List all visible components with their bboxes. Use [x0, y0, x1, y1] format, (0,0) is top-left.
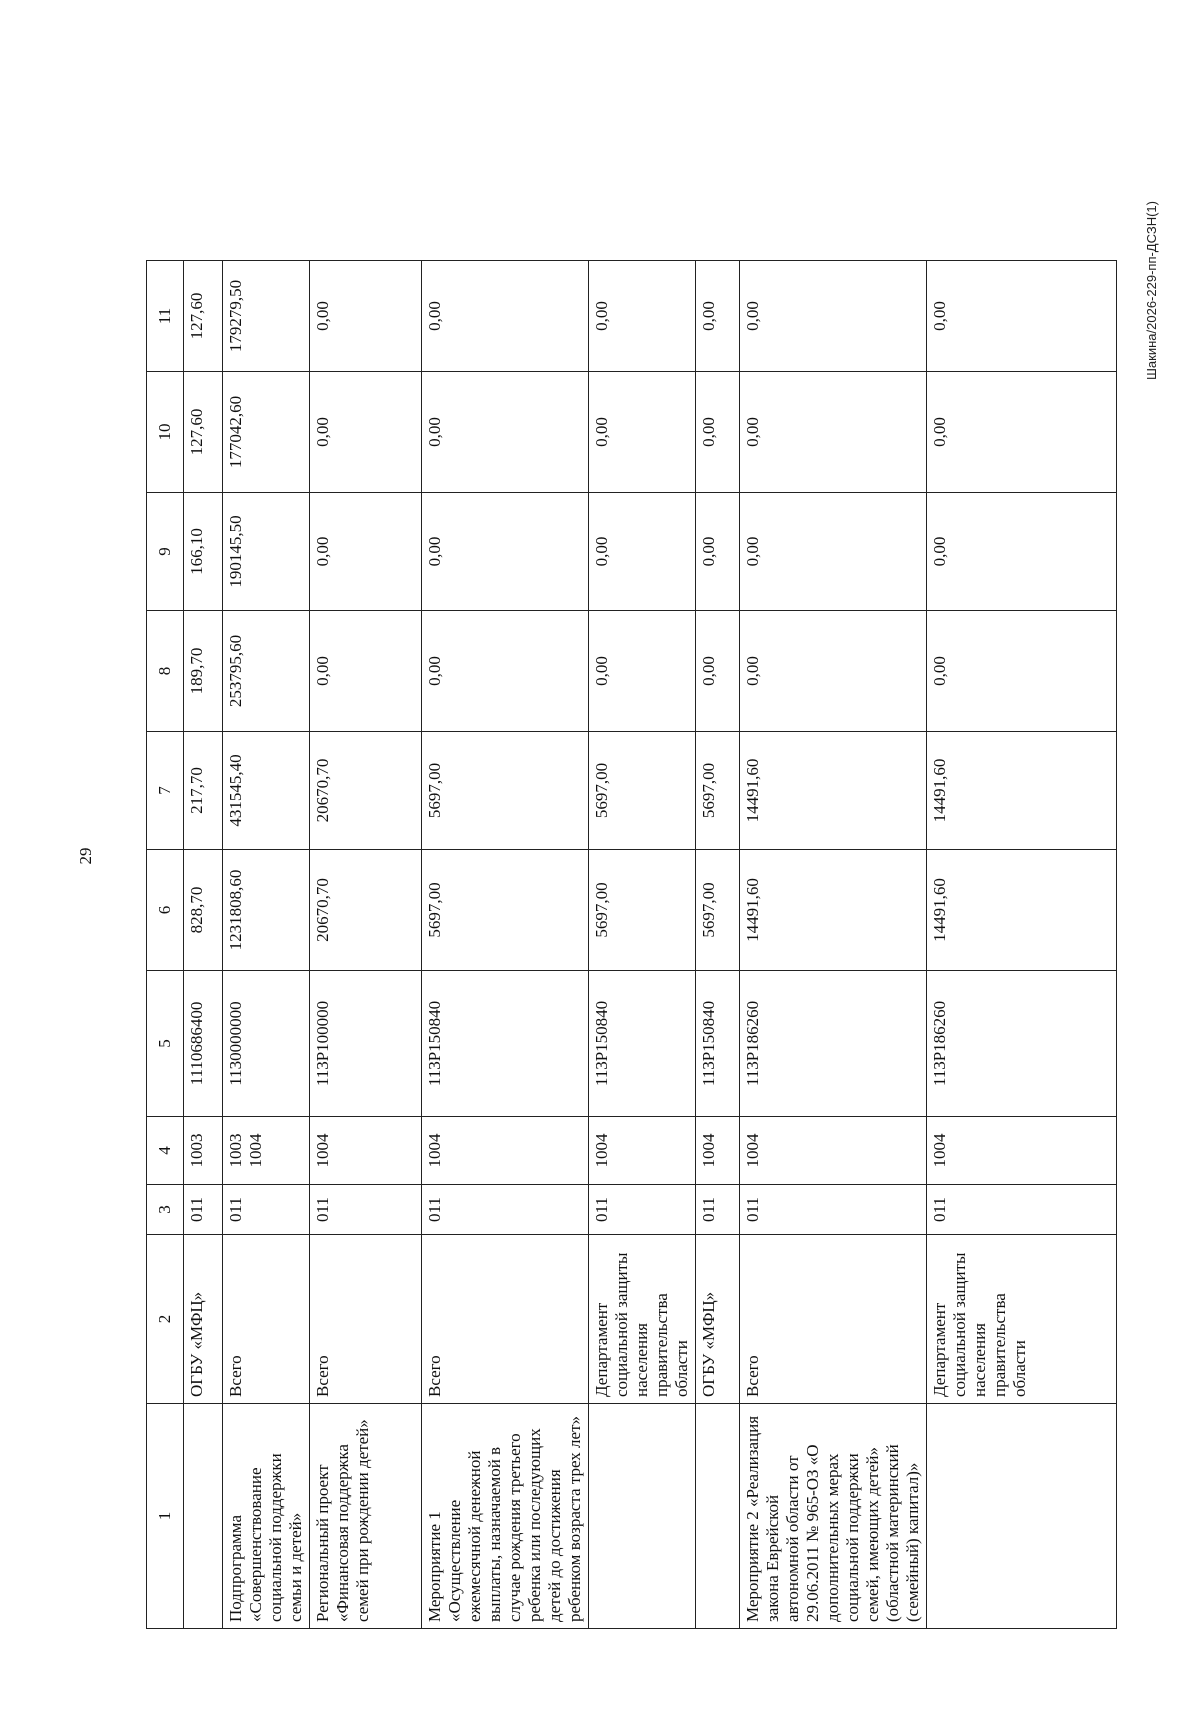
table-row [696, 261, 740, 1629]
table-cell-col-5: 113P150840 [589, 971, 696, 1117]
table-cell-col-3: 011 [310, 1185, 422, 1235]
table-cell-col-10: 0,00 [927, 372, 1117, 493]
table-cell-col-7: 14491,60 [927, 732, 1117, 850]
table-cell-col-6: 5697,00 [422, 850, 589, 971]
table-cell-col-8: 0,00 [740, 611, 927, 732]
table-cell-col-1 [927, 1404, 1117, 1629]
col-header: 11 [147, 261, 184, 372]
table-row [589, 261, 696, 1629]
page-number: 29 [76, 847, 95, 865]
table-cell-col-8: 0,00 [422, 611, 589, 732]
table-cell-col-2: ОГБУ «МФЦ» [696, 1235, 740, 1404]
table-cell-col-3: 011 [589, 1185, 696, 1235]
table-cell-col-10: 177042,60 [223, 372, 310, 493]
table-cell-col-8: 189,70 [184, 611, 223, 732]
table-cell-col-1: Мероприятие 1 «Осуществление ежемесячной денежной выплаты, назначаемой в случае рождения третьего ребенка или последующих детей до достижения ребенком возраста трех лет» [422, 1404, 589, 1629]
table-cell-col-6: 20670,70 [310, 850, 422, 971]
table-cell-col-2: Всего [310, 1235, 422, 1404]
table-cell-col-8: 0,00 [310, 611, 422, 732]
table-cell-col-5: 1110686400 [184, 971, 223, 1117]
table-cell-col-7: 431545,40 [223, 732, 310, 850]
table-cell-col-1 [184, 1404, 223, 1629]
table-cell-col-4: 1003 [184, 1117, 223, 1185]
table-cell-col-7: 14491,60 [740, 732, 927, 850]
table-cell-col-9: 0,00 [422, 493, 589, 611]
col-header: 8 [147, 611, 184, 732]
table-cell-col-9: 0,00 [740, 493, 927, 611]
table-cell-col-9: 0,00 [310, 493, 422, 611]
table-cell-col-1: Мероприятие 2 «Реализация закона Еврейской автономной области от 29.06.2011 № 965-ОЗ «О дополнительных мерах социальной поддержки семей, имеющих детей» (областной материнский (семейный) капитал)» [740, 1404, 927, 1629]
table-cell-col-2: Всего [223, 1235, 310, 1404]
table-cell-col-6: 14491,60 [740, 850, 927, 971]
table-cell-col-8: 0,00 [696, 611, 740, 732]
table-cell-col-10: 0,00 [310, 372, 422, 493]
table-cell-col-4: 1003 1004 [223, 1117, 310, 1185]
table-cell-col-8: 0,00 [589, 611, 696, 732]
table-cell-col-4: 1004 [927, 1117, 1117, 1185]
table-cell-col-11: 179279,50 [223, 261, 310, 372]
table-cell-col-11: 0,00 [927, 261, 1117, 372]
table-row [422, 261, 589, 1629]
table-cell-col-6: 5697,00 [696, 850, 740, 971]
table-cell-col-7: 20670,70 [310, 732, 422, 850]
table-cell-col-3: 011 [740, 1185, 927, 1235]
table-cell-col-8: 0,00 [927, 611, 1117, 732]
table-cell-col-9: 0,00 [696, 493, 740, 611]
table-cell-col-6: 828,70 [184, 850, 223, 971]
table-cell-col-7: 5697,00 [422, 732, 589, 850]
table-cell-col-4: 1004 [310, 1117, 422, 1185]
table-cell-col-7: 5697,00 [696, 732, 740, 850]
table-cell-col-5: 1130000000 [223, 971, 310, 1117]
col-header: 6 [147, 850, 184, 971]
table-cell-col-9: 0,00 [589, 493, 696, 611]
footer-text: Шакина/2026-229-пп-ДСЗН(1) [1143, 200, 1159, 380]
table-cell-col-3: 011 [184, 1185, 223, 1235]
table-row [310, 261, 422, 1629]
table-cell-col-6: 1231808,60 [223, 850, 310, 971]
table-cell-col-10: 127,60 [184, 372, 223, 493]
footer-code [1140, 110, 1162, 470]
table-row [927, 261, 1117, 1629]
table-cell-col-11: 127,60 [184, 261, 223, 372]
table-cell-col-2: Всего [422, 1235, 589, 1404]
col-header: 3 [147, 1185, 184, 1235]
table-cell-col-4: 1004 [696, 1117, 740, 1185]
table-cell-col-3: 011 [223, 1185, 310, 1235]
table-cell-col-10: 0,00 [422, 372, 589, 493]
table-cell-col-1: Подпрограмма «Совершенствование социальной поддержки семьи и детей» [223, 1404, 310, 1629]
col-header: 10 [147, 372, 184, 493]
col-header: 2 [147, 1235, 184, 1404]
table-cell-col-9: 166,10 [184, 493, 223, 611]
table-cell-col-1: Региональный проект «Финансовая поддержка семей при рождении детей» [310, 1404, 422, 1629]
table-cell-col-6: 5697,00 [589, 850, 696, 971]
table-row [184, 261, 223, 1629]
table-cell-col-4: 1004 [740, 1117, 927, 1185]
table-cell-col-5: 113P150840 [422, 971, 589, 1117]
table-cell-col-1 [589, 1404, 696, 1629]
col-header: 4 [147, 1117, 184, 1185]
table-cell-col-10: 0,00 [740, 372, 927, 493]
table-cell-col-7: 5697,00 [589, 732, 696, 850]
table-cell-col-11: 0,00 [696, 261, 740, 372]
table-cell-col-10: 0,00 [589, 372, 696, 493]
table-cell-col-11: 0,00 [422, 261, 589, 372]
table-cell-col-5: 113P100000 [310, 971, 422, 1117]
table-row [740, 261, 927, 1629]
table-cell-col-8: 253795,60 [223, 611, 310, 732]
table-cell-col-11: 0,00 [589, 261, 696, 372]
table-cell-col-6: 14491,60 [927, 850, 1117, 971]
table-cell-col-2: Департамент социальной защиты населения правительства области [589, 1235, 696, 1404]
table-cell-col-4: 1004 [589, 1117, 696, 1185]
col-header: 5 [147, 971, 184, 1117]
table-cell-col-3: 011 [422, 1185, 589, 1235]
table-cell-col-7: 217,70 [184, 732, 223, 850]
table-cell-col-11: 0,00 [310, 261, 422, 372]
table-cell-col-4: 1004 [422, 1117, 589, 1185]
table-cell-col-10: 0,00 [696, 372, 740, 493]
table-cell-col-5: 113P186260 [740, 971, 927, 1117]
table-cell-col-3: 011 [927, 1185, 1117, 1235]
table-cell-col-3: 011 [696, 1185, 740, 1235]
table-cell-col-9: 0,00 [927, 493, 1117, 611]
col-header: 7 [147, 732, 184, 850]
header-row [147, 261, 184, 1629]
budget-table [146, 260, 1117, 1629]
table-cell-col-9: 190145,50 [223, 493, 310, 611]
table-row [223, 261, 310, 1629]
table-cell-col-1 [696, 1404, 740, 1629]
table-cell-col-11: 0,00 [740, 261, 927, 372]
table-cell-col-5: 113P186260 [927, 971, 1117, 1117]
table-cell-col-2: Всего [740, 1235, 927, 1404]
table-cell-col-2: ОГБУ «МФЦ» [184, 1235, 223, 1404]
col-header: 1 [147, 1404, 184, 1629]
col-header: 9 [147, 493, 184, 611]
table-cell-col-5: 113P150840 [696, 971, 740, 1117]
table-cell-col-2: Департамент социальной защиты населения правительства области [927, 1235, 1117, 1404]
